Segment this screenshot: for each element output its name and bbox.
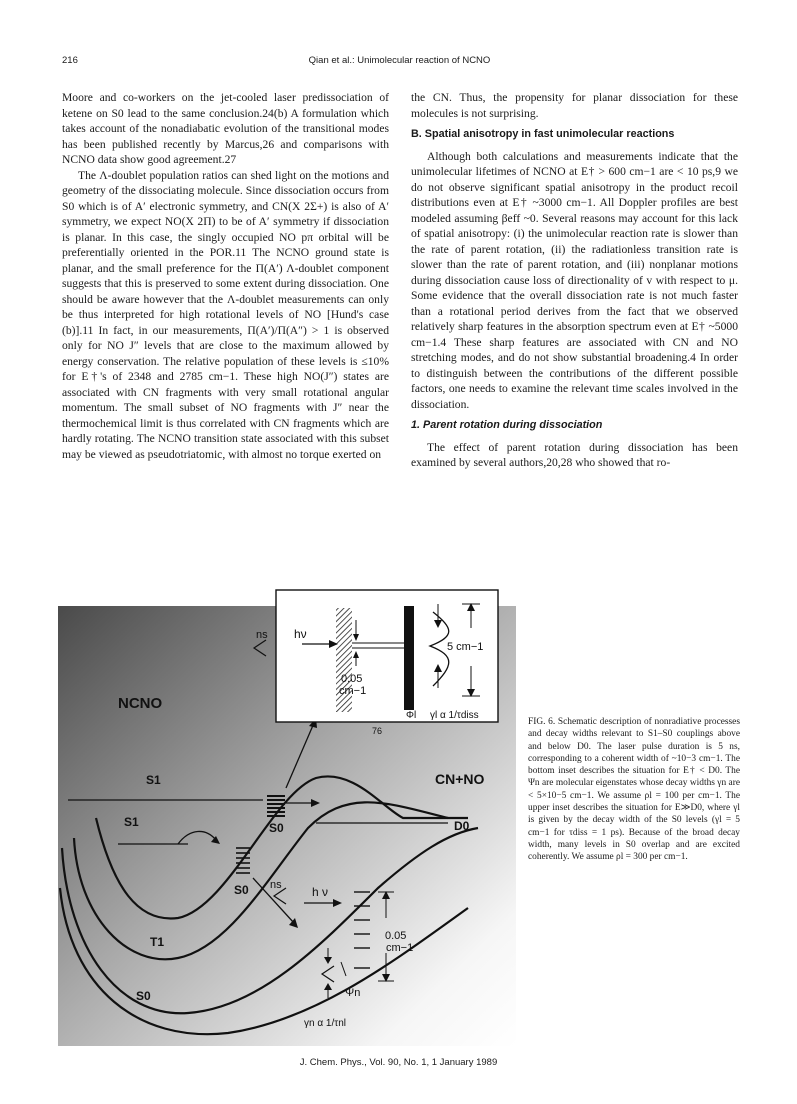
level-bar [404, 606, 414, 710]
paragraph: Although both calculations and measurements indicate that the unimolecular lifetimes of NCNO at E† > 600 cm−1 are < 10 ps,9 we do not observe significant spatial anisotropy in the product recoil distributions even at E† ~3000 cm−1. All Doppler profiles are best modeled assuming βeff ~0. Several reasons may account for this lack of spatial anisotropy: (i) the unimolecular reaction rate is slower than the rate of parent rotation, (ii) the radiationless transition rate is slower than the rate of parent rotation, and (iii) nonplanar motions during dissociation cause loss of directionality of v with respect to μ. Some evidence that the overall dissociation rate is not much faster than a rotational period derives from the fact that we observed relatively sharp features in the absorption spectrum even at E† ~5000 cm−1.4 These sharp features are associated with CN and NO stretching modes, and do not show substantial broadening.4 In order to distinguish between the contributions of the different possible factors, one needs to examine the relevant time scales involved in the dissociation. [411, 149, 738, 411]
running-title: Qian et al.: Unimolecular reaction of NCNO [308, 55, 491, 66]
upper-inset [254, 590, 498, 736]
upper-spacing-unit: cm−1 [339, 685, 367, 697]
s0-mid-label: S0 [234, 883, 249, 897]
s1-upper-label: S1 [146, 773, 161, 787]
cn-no-label: CN+NO [435, 771, 485, 787]
figure-6 [58, 588, 516, 1046]
figure-diagram [58, 588, 516, 1046]
ncno-label: NCNO [118, 695, 163, 712]
gamma-n-label: γn α 1/τnl [304, 1018, 346, 1029]
d0-label: D0 [454, 819, 470, 833]
figure-caption: FIG. 6. Schematic description of nonradiative processes and decay widths relevant to S1–S0 couplings above and below D0. The laser pulse duration is 5 ns, corresponding to a coherent width of ~10−3 cm−1. The bottom inset describes the situation for E† < D0. The Ψn are molecular eigenstates whose decay widths γn are < 5×10−5 cm−1. We assume ρl = 100 per cm−1. The upper inset describes the situation for E≫D0, where γl is given by the decay width of the S0 levels (γl = 5 cm−1 for τdiss = 1 ps). Because of the broad decay width, many levels in S0 overlap and are excited coherently. We assume ρl = 300 per cm−1. [528, 717, 740, 863]
left-column [62, 90, 389, 462]
paragraph: The Λ-doublet population ratios can shed light on the motions and geometry of the dissociating molecule. Since dissociation occurs from S0 which is of A′ electronic symmetry, and CN(X 2Σ+) is also of A′ symmetry, we expect NO(X 2Π) to be of A′ symmetry if dissociation is planar. In this case, the singly occupied NO pπ orbital will be preferentially oriented in the POR.11 The NCNO ground state is planar, and the small preference for the Π(A′) Λ-doublet component suggests that this is preserved to some extent during dissociation. One should be aware however that the Λ-doublet measurements can only be thus interpreted for high rotational levels of NO [Hund's case (b)].11 In fact, in our measurements, Π(A′)/Π(A″) > 1 is observed only for NO J″ levels that are close to the maximum allowed by energy conservation. The relative population of these levels is ≤10% for E†'s of 2348 and 2785 cm−1. These high NO(J″) states are associated with CN fragments with very small rotational angular momentum. The small subset of NO fragments with J″ near the thermochemical limit is thus correlated with CN fragments which are hardly rotating. The NCNO transition state associated with this subset may be viewed as pseudotriatomic, with almost no torque exerted on [62, 168, 389, 461]
lower-ns-label: ns [270, 879, 282, 891]
s0-upper-label: S0 [269, 821, 284, 835]
s1-lower-label: S1 [124, 815, 139, 829]
paragraph: Moore and co-workers on the jet-cooled laser predissociation of ketene on S0 lead to the same conclusion.24(b) A formulation which takes account of the nonadiabatic evolution of the transitional modes has been published recently by Marcus,26 and comparisons with NCNO data show good agreement.27 [62, 91, 389, 166]
journal-footer: J. Chem. Phys., Vol. 90, No. 1, 1 January 1989 [299, 1057, 498, 1068]
inset-tag: 76 [372, 726, 383, 736]
right-column [411, 90, 738, 471]
page-number: 216 [62, 55, 78, 66]
lower-spacing-label: 0.05 [385, 930, 407, 942]
subsection-heading: 1. Parent rotation during dissociation [411, 419, 603, 431]
upper-width-label: 5 cm−1 [447, 641, 484, 653]
lower-spacing-unit: cm−1 [386, 942, 414, 954]
upper-ns-label: ns [256, 629, 268, 641]
upper-spacing-label: 0.05 [341, 673, 363, 685]
lower-hv-label: h ν [312, 885, 329, 899]
paragraph: The effect of parent rotation during dissociation has been examined by several authors,20,28 who showed that ro- [411, 440, 738, 469]
t1-label: T1 [150, 935, 165, 949]
page-header [62, 55, 737, 71]
gamma-l-label: γl α 1/τdiss [430, 710, 479, 721]
psi-n-label: Ψn [345, 987, 361, 999]
s0-bottom-label: S0 [136, 989, 151, 1003]
upper-hv-label: hν [294, 627, 307, 641]
section-heading: B. Spatial anisotropy in fast unimolecular reactions [411, 128, 675, 140]
paragraph: the CN. Thus, the propensity for planar dissociation for these molecules is not surprising. [411, 91, 738, 120]
phi-label: Φl [406, 710, 417, 721]
